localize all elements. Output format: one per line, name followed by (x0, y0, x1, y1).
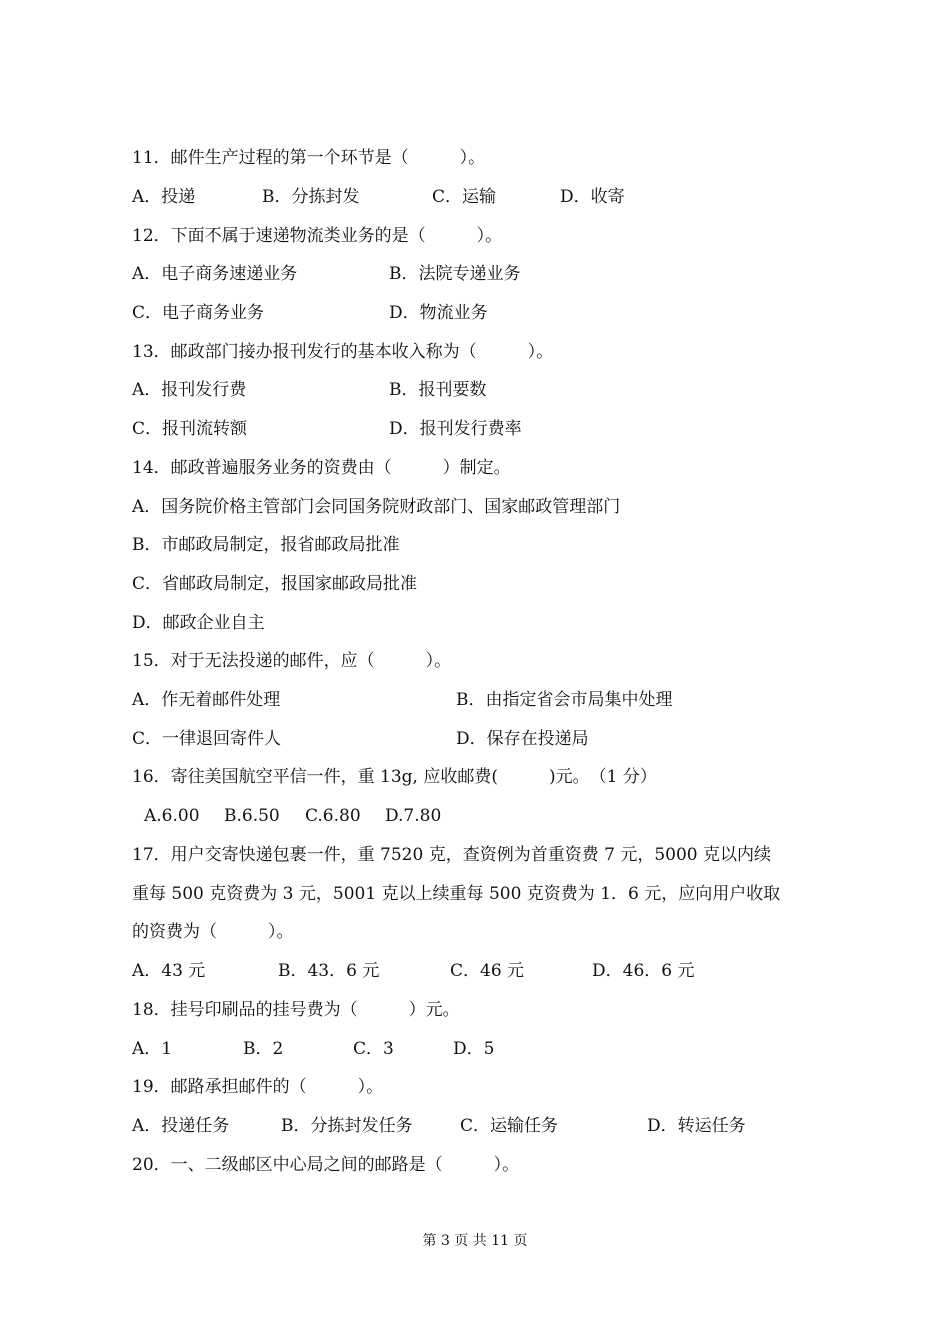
q12-option-a: A．电子商务速递业务 (132, 264, 298, 284)
page-number-footer: 第 3 页 共 11 页 (422, 1233, 528, 1249)
q15-option-a: A．作无着邮件处理 (132, 690, 281, 710)
q16-option-a: A.6.00 (144, 806, 200, 826)
q17-option-d: D．46．6 元 (592, 961, 695, 981)
q13-option-a: A．报刊发行费 (132, 380, 247, 400)
q19-option-a: A．投递任务 (132, 1116, 230, 1136)
q11-option-a: A．投递 (132, 187, 196, 207)
question-20-stem: 20．一、二级邮区中心局之间的邮路是（ ）。 (132, 1155, 520, 1175)
question-17-stem-line-2: 重每 500 克资费为 3 元，5001 克以上续重每 500 克资费为 1．6 元，应向用户收取 (132, 884, 781, 904)
q15-option-d: D．保存在投递局 (456, 729, 589, 749)
q11-option-c: C．运输 (432, 187, 497, 207)
q11-option-d: D．收寄 (560, 187, 625, 207)
q16-option-b: B.6.50 (224, 806, 280, 826)
q14-option-d: D．邮政企业自主 (132, 613, 265, 633)
q12-option-c: C．电子商务业务 (132, 303, 265, 323)
q13-option-b: B．报刊要数 (389, 380, 487, 400)
q18-option-c: C．3 (353, 1039, 394, 1059)
q14-option-c: C．省邮政局制定，报国家邮政局批准 (132, 574, 418, 594)
question-12-stem: 12．下面不属于速递物流类业务的是（ ）。 (132, 226, 503, 246)
q15-option-c: C．一律退回寄件人 (132, 729, 282, 749)
q16-option-c: C.6.80 (305, 806, 361, 826)
q14-option-b: B．市邮政局制定，报省邮政局批准 (132, 535, 400, 555)
q13-option-c: C．报刊流转额 (132, 419, 248, 439)
q17-option-a: A．43 元 (132, 961, 206, 981)
q17-option-b: B．43．6 元 (278, 961, 380, 981)
q12-option-d: D．物流业务 (389, 303, 488, 323)
q11-option-b: B．分拣封发 (262, 187, 360, 207)
q18-option-b: B．2 (243, 1039, 284, 1059)
q14-option-a: A．国务院价格主管部门会同国务院财政部门、国家邮政管理部门 (132, 497, 621, 517)
question-17-stem-line-1: 17．用户交寄快递包裹一件，重 7520 克，查资例为首重资费 7 元，5000 克以内续 (132, 845, 771, 865)
question-18-stem: 18．挂号印刷品的挂号费为（ ）元。 (132, 1000, 460, 1020)
q18-option-d: D．5 (453, 1039, 495, 1059)
question-11-stem: 11．邮件生产过程的第一个环节是（ ）。 (132, 148, 486, 168)
q18-option-a: A．1 (132, 1039, 173, 1059)
question-19-stem: 19．邮路承担邮件的（ ）。 (132, 1077, 384, 1097)
q12-option-b: B．法院专递业务 (389, 264, 521, 284)
q17-option-c: C．46 元 (450, 961, 525, 981)
q15-option-b: B．由指定省会市局集中处理 (456, 690, 673, 710)
q16-option-d: D.7.80 (385, 806, 442, 826)
q13-option-d: D．报刊发行费率 (389, 419, 522, 439)
q19-option-d: D．转运任务 (647, 1116, 746, 1136)
question-15-stem: 15．对于无法投递的邮件，应（ ）。 (132, 651, 452, 671)
question-14-stem: 14．邮政普遍服务业务的资费由（ ）制定。 (132, 458, 511, 478)
q19-option-b: B．分拣封发任务 (281, 1116, 413, 1136)
q19-option-c: C．运输任务 (460, 1116, 559, 1136)
question-17-stem-line-3: 的资费为（ ）。 (132, 922, 294, 942)
question-16-stem: 16．寄往美国航空平信一件，重 13g, 应收邮费( )元。 （1 分） (132, 767, 657, 787)
question-13-stem: 13．邮政部门接办报刊发行的基本收入称为（ ）。 (132, 342, 554, 362)
